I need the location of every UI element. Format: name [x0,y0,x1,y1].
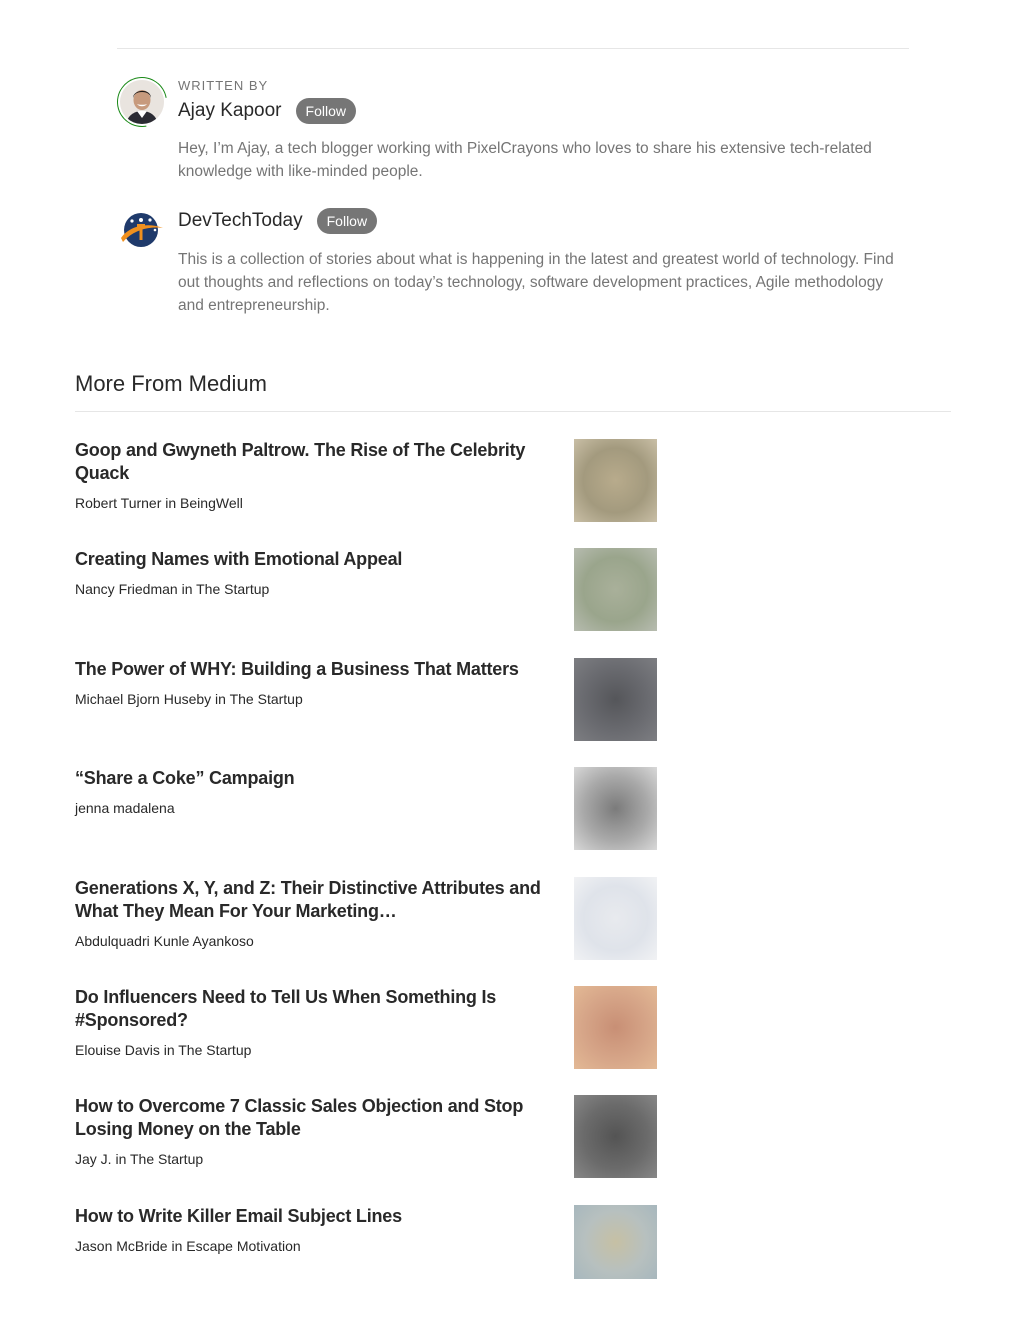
story-thumbnail[interactable] [574,767,657,850]
story-text [75,1205,545,1255]
story-author[interactable]: Abdulquadri Kunle Ayankoso [75,933,254,949]
story-title[interactable]: Goop and Gwyneth Paltrow. The Rise of The Celebrity Quack [75,440,526,483]
story-item[interactable] [75,986,657,1076]
story-item[interactable] [75,1095,657,1185]
top-divider [117,48,909,49]
story-title[interactable]: Generations X, Y, and Z: Their Distinctive Attributes and What They Mean For Your Marketing… [75,878,541,921]
story-title[interactable]: “Share a Coke” Campaign [75,768,295,788]
story-author[interactable]: Michael Bjorn Huseby in The Startup [75,691,303,707]
story-author[interactable]: jenna madalena [75,800,175,816]
story-text [75,658,545,708]
story-title[interactable]: How to Write Killer Email Subject Lines [75,1206,402,1226]
story-title[interactable]: How to Overcome 7 Classic Sales Objection and Stop Losing Money on the Table [75,1096,524,1139]
story-text [75,986,545,1059]
story-title[interactable]: Do Influencers Need to Tell Us When Something Is #Sponsored? [75,987,497,1030]
author-bio: Hey, I’m Ajay, a tech blogger working with PixelCrayons who loves to share his extensive tech-related knowledge with like-minded people. [178,140,872,180]
section-divider [75,411,951,412]
story-thumbnail[interactable] [574,1205,657,1279]
story-author[interactable]: Nancy Friedman in The Startup [75,581,270,597]
follow-author-button[interactable]: Follow [296,98,356,124]
story-item[interactable] [75,439,657,529]
story-item[interactable] [75,548,657,638]
story-item[interactable] [75,767,657,857]
written-by-label: WRITTEN BY [178,78,269,93]
story-thumbnail[interactable] [574,548,657,631]
publication-name[interactable]: DevTechToday [178,210,303,231]
story-author[interactable]: Elouise Davis in The Startup [75,1042,252,1058]
story-text [75,767,545,817]
follow-publication-button[interactable]: Follow [317,208,377,234]
avatar-photo [120,80,164,124]
publication-description: This is a collection of stories about what is happening in the latest and greatest world of technology. Find out thoughts and reflections on today’s technology, software development practices, Agile methodology and entrepreneurship. [178,251,894,314]
story-author[interactable]: Robert Turner in BeingWell [75,495,243,511]
story-thumbnail[interactable] [574,986,657,1069]
story-thumbnail[interactable] [574,439,657,522]
author-avatar[interactable] [117,77,167,127]
story-item[interactable] [75,658,657,748]
story-item[interactable] [75,1205,657,1295]
publication-logo-icon[interactable] [117,208,165,256]
story-thumbnail[interactable] [574,658,657,741]
story-author[interactable]: Jay J. in The Startup [75,1151,204,1167]
story-author[interactable]: Jason McBride in Escape Motivation [75,1238,301,1254]
person-icon [120,80,164,124]
story-text [75,877,545,950]
author-name[interactable]: Ajay Kapoor [178,100,282,121]
story-thumbnail[interactable] [574,1095,657,1178]
story-text [75,439,545,512]
story-text [75,1095,545,1168]
story-item[interactable] [75,877,657,967]
story-title[interactable]: Creating Names with Emotional Appeal [75,549,403,569]
story-thumbnail[interactable] [574,877,657,960]
story-text [75,548,545,598]
more-from-medium-heading: More From Medium [75,371,267,396]
story-title[interactable]: The Power of WHY: Building a Business That Matters [75,659,519,679]
